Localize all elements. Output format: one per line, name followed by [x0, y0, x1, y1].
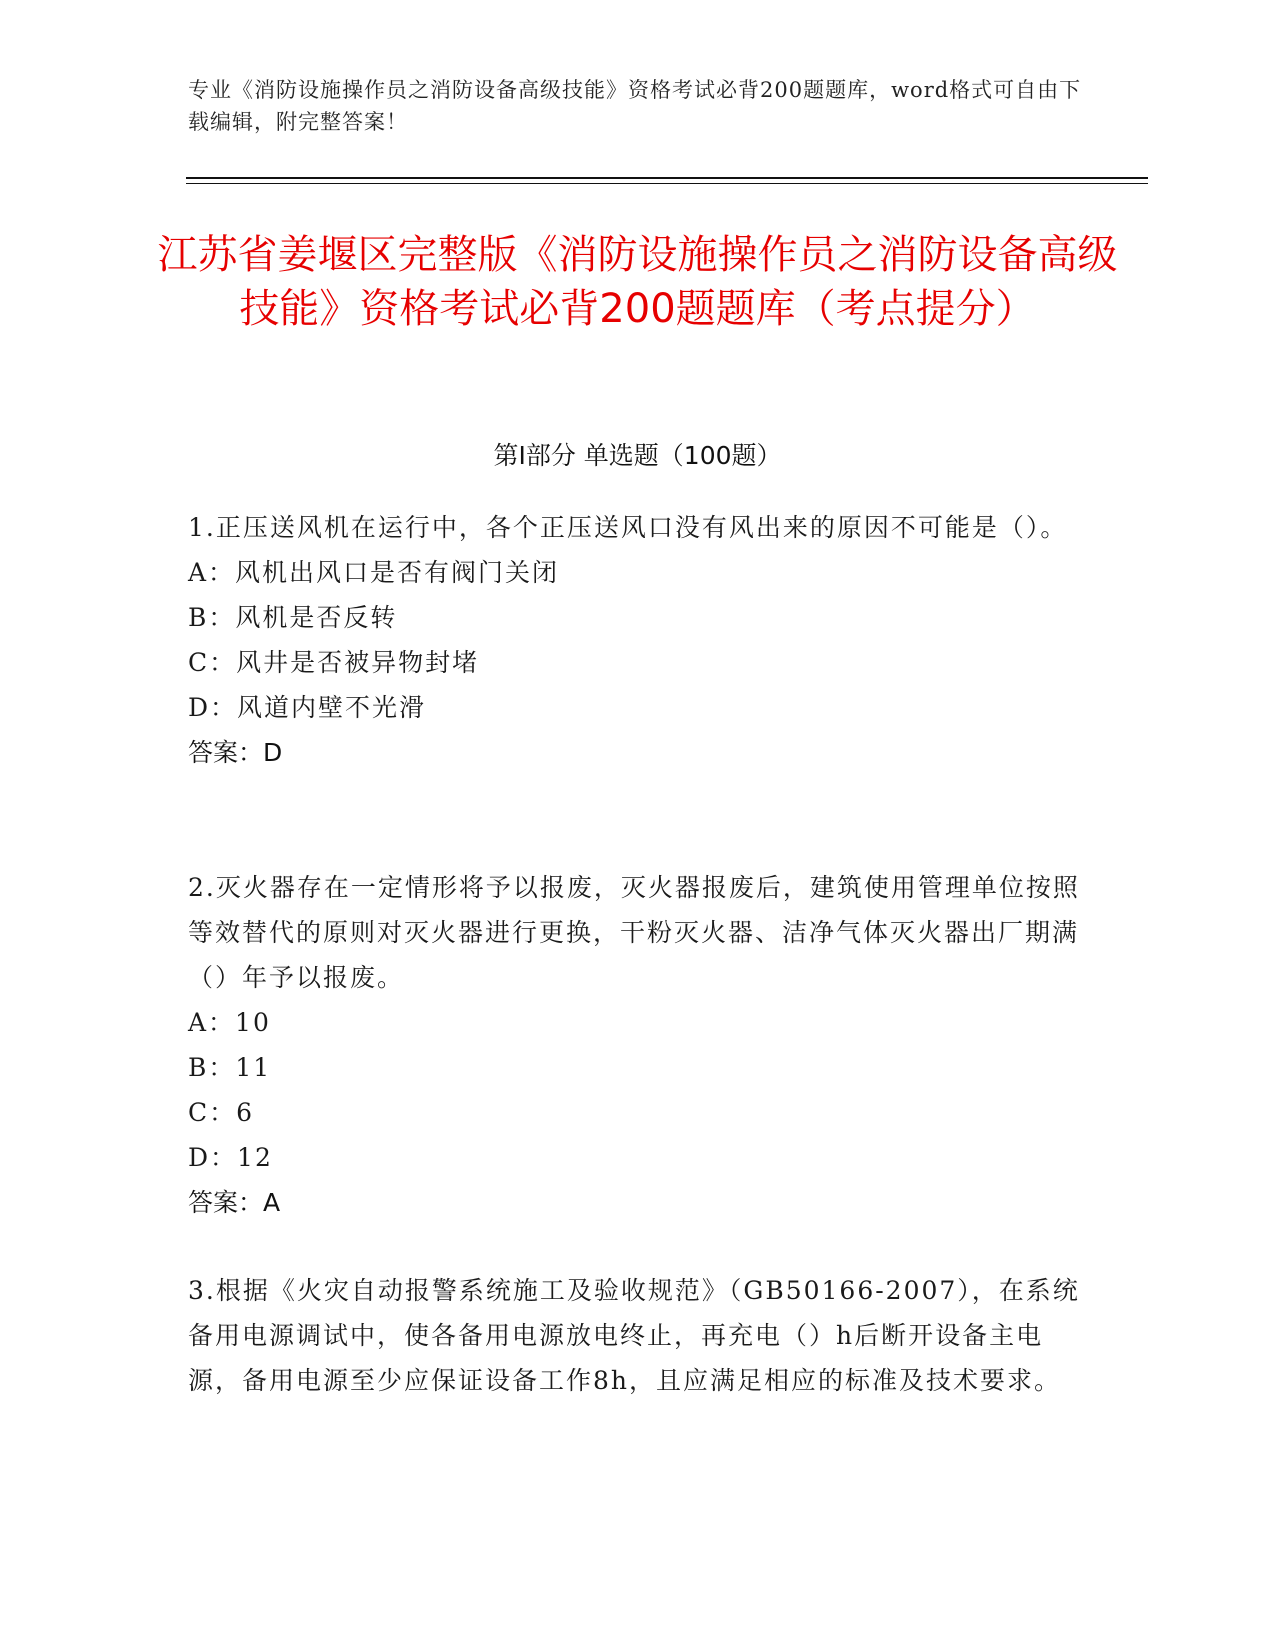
question-1 — [188, 505, 1088, 775]
option-c: C：6 — [188, 1098, 255, 1127]
option-a: A：10 — [188, 1008, 271, 1037]
section-heading: 第I部分 单选题（100题） — [493, 441, 782, 470]
option-d: D：风道内壁不光滑 — [188, 693, 427, 722]
option-c: C：风井是否被异物封堵 — [188, 648, 480, 677]
document-title: 江苏省姜堰区完整版《消防设施操作员之消防设备高级技能》资格考试必背200题题库（考点提分） — [157, 232, 1118, 332]
question-stem: 1.正压送风机在运行中，各个正压送风口没有风出来的原因不可能是（）。 — [188, 513, 1068, 542]
question-stem: 3.根据《火灾自动报警系统施工及验收规范》（GB50166-2007），在系统备用电源调试中，使各备用电源放电终止，再充电（）h后断开设备主电源，备用电源至少应保证设备工作8h，且应满足相应的标准及技术要求。 — [188, 1276, 1080, 1395]
header-divider-thick — [186, 177, 1148, 179]
question-2 — [188, 865, 1088, 1225]
option-b: B：风机是否反转 — [188, 603, 398, 632]
question-stem: 2.灭火器存在一定情形将予以报废，灭火器报废后，建筑使用管理单位按照等效替代的原则对灭火器进行更换，干粉灭火器、洁净气体灭火器出厂期满（）年予以报废。 — [188, 873, 1080, 992]
header-divider-thin — [186, 183, 1148, 184]
header-note: 专业《消防设施操作员之消防设备高级技能》资格考试必背200题题库，word格式可自由下载编辑，附完整答案！ — [188, 78, 1082, 134]
option-a: A：风机出风口是否有阀门关闭 — [188, 558, 560, 587]
option-d: D：12 — [188, 1143, 273, 1172]
answer: 答案：D — [188, 738, 283, 767]
question-3 — [188, 1268, 1088, 1403]
option-b: B：11 — [188, 1053, 272, 1082]
answer: 答案：A — [188, 1188, 281, 1217]
